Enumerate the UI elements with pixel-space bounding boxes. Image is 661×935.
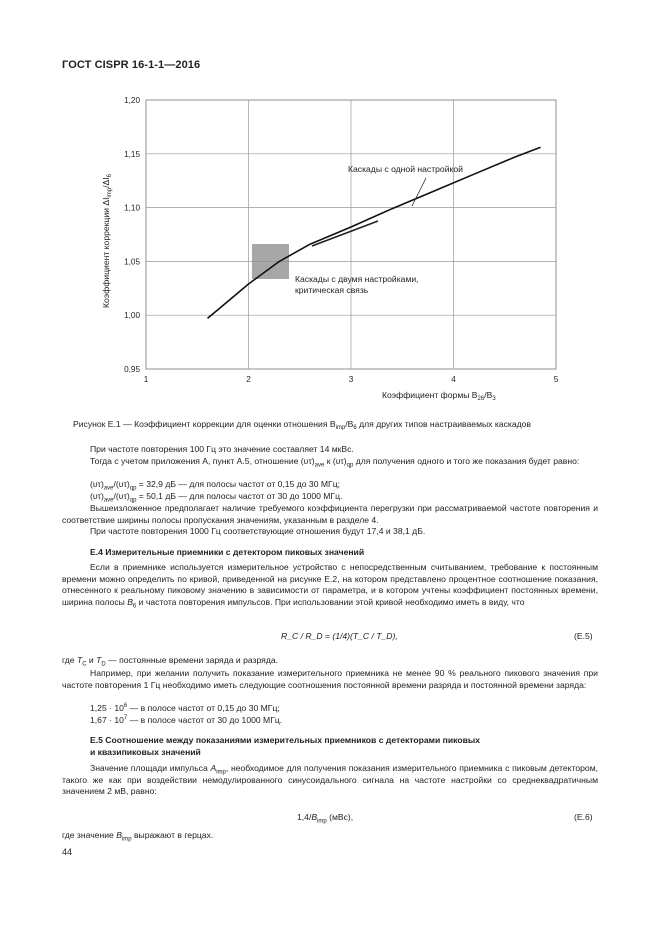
annotation-single: Каскады с одной настройкой — [348, 164, 463, 174]
chart-grid — [146, 100, 556, 369]
equation-e6-number: (Е.6) — [574, 812, 593, 822]
paragraph-9: где значение $B_{imp}$ выражают в герцах. — [62, 830, 214, 843]
stipple-marker — [252, 244, 289, 279]
paragraph-6: где $T_C$ и $T_D$ — постоянные времени заряда и разряда. — [62, 655, 279, 668]
section-heading-e5-line2: и квазипиковых значений — [90, 747, 201, 757]
figure-caption: Рисунок E.1 — Коэффициент коррекции для оценки отношения $B_{imp}/B_6$ для других типов настраиваемых каскадов — [73, 419, 531, 430]
annotation-pointer-single — [412, 178, 426, 206]
x-tick-label: 5 — [553, 375, 559, 384]
paragraph-5: Если в приемнике используется измерительное устройство с непосредственным считыванием, требование к постоянным времени можно определить по кривой, приведенной на рисунке Е.2, на котором представлено процентное соотношение показания, отнесенного к реальному пиковому значению в зависимости от параметра, и в котором учтены коэффициент постоянных времени, ширина полосы $B_6$ и частота повторения импульсов. При использовании этой кривой необходимо иметь в виду, что — [62, 562, 598, 610]
y-tick-label: 1,15 — [124, 149, 140, 159]
x-tick-label: 2 — [246, 375, 251, 384]
y-tick-label: 1,20 — [124, 96, 140, 105]
annotation-double-line2: критическая связь — [295, 285, 369, 295]
y-axis-label: Коэффициент коррекции $\Delta I_{imp}/\Delta I_6$ — [101, 174, 113, 308]
paragraph-7: Например, при желании получить показание измерительного приемника не менее 90 % реального пикового значения при частоте повторения 1 Гц необходимо иметь следующие соотношения постоянной времени разряда и постоянной времени заряда: — [62, 668, 598, 690]
value-line-2: $1,67 \cdot 10^7$ — в полосе частот от 30 до 1000 МГц. — [90, 715, 283, 725]
x-tick-label: 4 — [451, 375, 456, 384]
y-tick-label: 1,10 — [124, 203, 140, 213]
paragraph-2: Тогда с учетом приложения А, пункт А.5, отношение $(\upsilon\tau)_{ave}$ к $(\upsilon\tau)_{qp}$ для получения одного и того же показания будет равно: — [90, 456, 580, 469]
annotation-double-line1: Каскады с двумя настройками, — [295, 274, 419, 284]
correction-factor-chart — [0, 0, 661, 430]
annotation-pointer-double — [312, 221, 378, 246]
document-header: ГОСТ CISPR 16-1-1—2016 — [62, 59, 201, 71]
equation-e5-number: (Е.5) — [574, 631, 593, 641]
x-tick-label: 1 — [143, 375, 149, 384]
paragraph-8: Значение площади импульса $A_{imp}$, необходимое для получения показания измерительного приемника с пиковым детектором, такого же как при воздействии немодулированного синусоидального сигнала на частоте настройки со среднеквадратичным значением 2 мВ, равно: — [62, 763, 598, 796]
value-line-1: $1,25 \cdot 10^6$ — в полосе частот от 0,15 до 30 МГц; — [90, 703, 280, 713]
x-tick-label: 3 — [348, 375, 354, 384]
equation-e6: $1,4/B_{imp}$ (мВс), — [297, 812, 354, 825]
paragraph-3: Вышеизложенное предполагает наличие требуемого коэффициента перегрузки при рассматриваемой частоте повторения и соответствие ширины полосы пропускания значениям, указанным в разделе 4. — [62, 503, 598, 525]
y-tick-label: 1,05 — [124, 257, 140, 267]
paragraph-4: При частоте повторения 1000 Гц соответствующие отношения будут 17,4 и 38,1 дБ. — [90, 526, 426, 536]
paragraph-1: При частоте повторения 100 Гц это значение составляет 14 мкВс. — [90, 444, 354, 454]
x-axis-label: Коэффициент формы $B_{26}/B_3$ — [382, 390, 496, 402]
section-heading-e5-line1: E.5 Соотношение между показаниями измерительных приемников с детекторами пиковых — [90, 735, 480, 745]
page-number: 44 — [62, 847, 73, 857]
ratio-line-2: $(\upsilon\tau)_{ave}/(\upsilon\tau)_{qp} = 50,1$ дБ — для полосы частот от 30 до 1000 МГц. — [90, 491, 343, 504]
y-tick-label: 1,00 — [124, 311, 140, 321]
equation-e5: R_C / R_D = (1/4)(T_C / T_D), — [281, 631, 398, 641]
section-heading-e4: E.4 Измерительные приемники с детектором пиковых значений — [90, 547, 365, 557]
chart-tick-labels — [124, 96, 559, 384]
ratio-line-1: $(\upsilon\tau)_{ave}/(\upsilon\tau)_{qp} = 32,9$ дБ — для полосы частот от 0,15 до 30 МГц; — [90, 479, 341, 492]
y-tick-label: 0,95 — [124, 365, 140, 374]
